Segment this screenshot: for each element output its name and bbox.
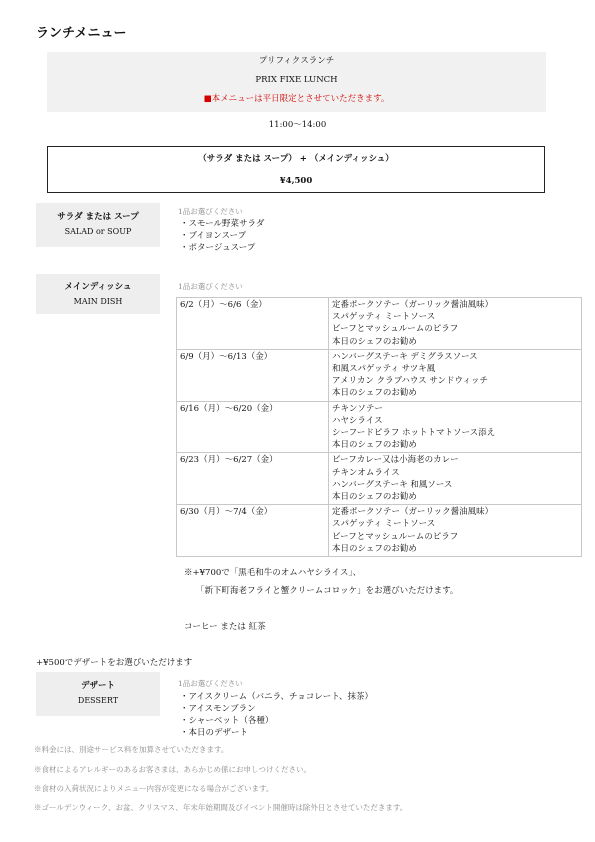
list-item: ・スモール野菜サラダ: [180, 219, 265, 229]
dessert-label-jp: デザート: [80, 681, 115, 691]
price-box: [47, 146, 545, 193]
footnote: ※食材によるアレルギーのあるお客さまは、あらかじめ係にお申しつけください。: [34, 765, 312, 774]
table-row: [177, 505, 582, 557]
weekly-menu-table: [176, 297, 582, 557]
service-hours: 11:00〜14:00: [268, 120, 327, 130]
dish: 和風スパゲッティ サツキ風: [332, 364, 436, 375]
dish: ビーフとマッシュルームのピラフ: [332, 324, 459, 335]
salad-soup-label: [36, 203, 160, 247]
table-row: [177, 349, 582, 401]
dessert-list: [180, 691, 373, 739]
footnote: ※料金には、別途サービス料を加算させていただきます。: [34, 745, 229, 754]
table-row: [177, 453, 582, 505]
main-dish-note: 1品お選びください: [178, 282, 243, 291]
list-item: ・アイスクリーム（バニラ、チョコレート、抹茶）: [180, 692, 373, 702]
week-date: 6/23（月）〜6/27（金）: [177, 453, 329, 505]
dish: スパゲッティ ミートソース: [332, 519, 436, 530]
main-dish-label-en: MAIN DISH: [73, 297, 123, 306]
list-item: ・ブイヨンスープ: [180, 231, 247, 241]
course-price: ¥4,500: [279, 176, 313, 186]
dish: 本日のシェフのお勧め: [332, 440, 417, 451]
list-item: ・本日のデザート: [180, 728, 249, 738]
lunch-banner: [47, 52, 546, 112]
dish: 本日のシェフのお勧め: [332, 492, 417, 503]
week-date: 6/30（月）〜7/4（金）: [177, 505, 329, 557]
week-date: 6/2（月）〜6/6（金）: [177, 298, 329, 350]
list-item: ・アイスモンブラン: [180, 704, 256, 714]
dessert-intro: +¥500でデザートをお選びいただけます: [36, 658, 193, 668]
dish: ハヤシライス: [332, 415, 383, 426]
dish: ビーフとマッシュルームのピラフ: [332, 531, 459, 542]
dish: 本日のシェフのお勧め: [332, 336, 417, 347]
dish: 定番ポークソテー（ガーリック醤油風味）: [332, 507, 494, 518]
week-dishes: [329, 298, 582, 350]
upgrade-note-line2: 「新下町海老フライと蟹クリームコロッケ」をお選びいただけます。: [196, 586, 459, 596]
week-date: 6/9（月）〜6/13（金）: [177, 349, 329, 401]
week-dishes: [329, 401, 582, 453]
week-dishes: [329, 349, 582, 401]
banner-jp-title: プリフィクスランチ: [258, 56, 335, 66]
dish: ビーフカレー又は小海老のカレー: [332, 455, 459, 466]
salad-soup-list: [180, 218, 264, 254]
week-date: 6/16（月）〜6/20（金）: [177, 401, 329, 453]
main-dish-label-jp: メインディッシュ: [64, 282, 132, 292]
salad-soup-note: 1品お選びください: [178, 207, 243, 216]
footnote: ※ゴールデンウィーク、お盆、クリスマス、年末年始期間及びイベント開催時は除外日とさせていただきます。: [34, 803, 408, 812]
main-dish-label: [36, 274, 160, 314]
weekday-notice: ■本メニューは平日限定とさせていただきます。: [203, 94, 390, 104]
dish: スパゲッティ ミートソース: [332, 312, 436, 323]
list-item: ・シャーベット（各種）: [180, 716, 274, 726]
dessert-label: [36, 672, 160, 716]
table-row: [177, 401, 582, 453]
week-dishes: [329, 505, 582, 557]
dish: シーフードピラフ ホットトマトソース添え: [332, 428, 496, 439]
week-dishes: [329, 453, 582, 505]
dessert-note: 1品お選びください: [178, 679, 243, 688]
dish: チキンオムライス: [332, 467, 400, 478]
salad-soup-label-jp: サラダ または スープ: [57, 212, 139, 222]
dish: 本日のシェフのお勧め: [332, 388, 417, 399]
salad-soup-label-en: SALAD or SOUP: [64, 227, 132, 236]
dish: 本日のシェフのお勧め: [332, 543, 417, 554]
table-row: [177, 298, 582, 350]
dish: チキンソテー: [332, 403, 383, 414]
dish: 定番ポークソテー（ガーリック醤油風味）: [332, 300, 494, 310]
upgrade-note-line1: ※+¥700で「黒毛和牛のオムハヤシライス」、: [184, 568, 362, 578]
dish: アメリカン クラブハウス サンドウィッチ: [332, 376, 488, 387]
list-item: ・ポタージュスープ: [180, 243, 256, 253]
page-title: ランチメニュー: [36, 26, 127, 41]
dish: ハンバーグステーキ 和風ソース: [332, 479, 453, 490]
banner-en-title: PRIX FIXE LUNCH: [255, 75, 338, 85]
course-composition: （サラダ または スープ） + （メインディッシュ）: [198, 154, 394, 164]
footnote: ※食材の入荷状況によりメニュー内容が変更になる場合がございます。: [34, 784, 274, 793]
dish: ハンバーグステーキ デミグラスソース: [332, 351, 478, 362]
dessert-label-en: DESSERT: [77, 696, 119, 705]
drink-choice: コーヒー または 紅茶: [184, 622, 266, 632]
